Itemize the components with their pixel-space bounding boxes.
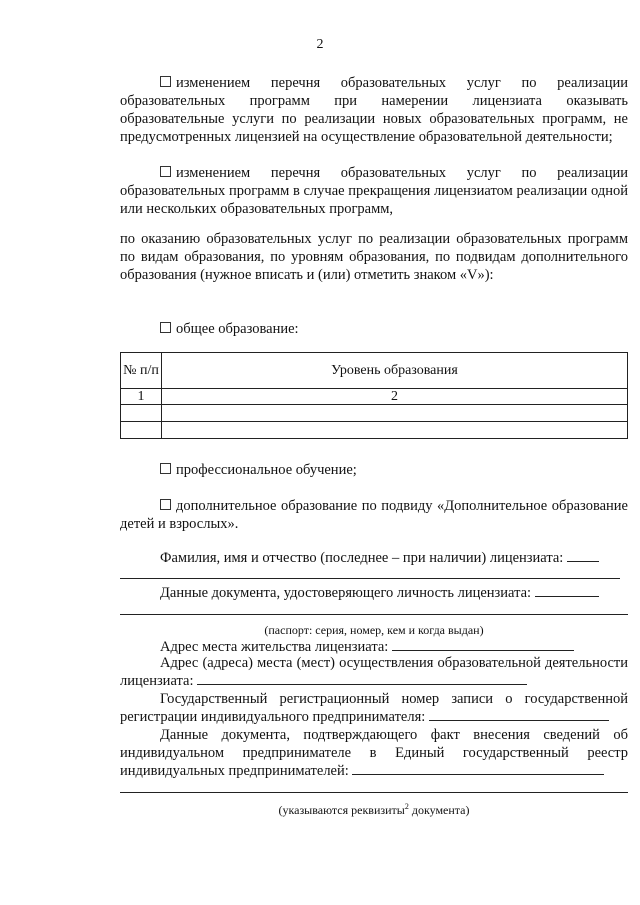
id-document-line[interactable] bbox=[120, 614, 628, 615]
full-name-label: Фамилия, имя и отчество (последнее – при наличии) лицензиата: bbox=[160, 550, 564, 566]
option-change-stop-programs bbox=[120, 164, 628, 218]
register-document-label: Данные документа, подтверждающего факт внесения сведений об индивидуальном предпринимателе в Единый государственный реестр индивидуальных предпринимателей: bbox=[120, 727, 628, 779]
word: изменением bbox=[176, 75, 251, 91]
option-first-line bbox=[120, 164, 628, 182]
registration-number-input[interactable] bbox=[429, 708, 609, 721]
table-cell[interactable] bbox=[162, 405, 628, 422]
word: услуг bbox=[466, 165, 501, 181]
professional-training-option bbox=[120, 461, 628, 479]
table-row[interactable] bbox=[121, 405, 628, 422]
checkbox[interactable] bbox=[160, 463, 171, 474]
services-intro: по оказанию образовательных услуг по реализации образовательных программ по видам образования, по уровням образования, по подвидам дополнительного образования (нужное вписать и (или) отметить знаком «V»): bbox=[120, 231, 628, 283]
full-name-field bbox=[120, 549, 628, 567]
word: реализации bbox=[557, 75, 628, 91]
activity-address-field bbox=[120, 654, 628, 690]
word: реализации bbox=[557, 165, 628, 181]
checkbox[interactable] bbox=[160, 499, 171, 510]
option-change-new-programs bbox=[120, 74, 628, 146]
table-row[interactable] bbox=[121, 422, 628, 439]
full-name-line[interactable] bbox=[120, 578, 620, 579]
table-cell[interactable] bbox=[162, 422, 628, 439]
footnote-ref: 2 bbox=[404, 802, 409, 811]
activity-address-label: Адрес (адреса) места (мест) осуществления образовательной деятельности лицензиата: bbox=[120, 655, 628, 689]
id-document-input[interactable] bbox=[535, 584, 599, 597]
index-num: 1 bbox=[121, 389, 162, 405]
option-first-line bbox=[120, 74, 628, 92]
word: образовательных bbox=[340, 165, 447, 181]
education-levels-table bbox=[120, 352, 628, 439]
register-document-input[interactable] bbox=[352, 762, 604, 775]
full-name-input[interactable] bbox=[567, 549, 599, 562]
registration-number-label: Государственный регистрационный номер записи о государственной регистрации индивидуального предпринимателя: bbox=[120, 691, 628, 725]
requisites-hint-end: документа) bbox=[411, 803, 470, 817]
option-text: образовательных программ при намерении лицензиата оказывать образовательные услуги по реализации новых образовательных программ, не предусмотренных лицензией на осуществление образовательной деятельности; bbox=[120, 93, 628, 145]
id-document-label: Данные документа, удостоверяющего личность лицензиата: bbox=[160, 585, 532, 601]
residence-label: Адрес места жительства лицензиата: bbox=[160, 639, 389, 655]
table-cell[interactable] bbox=[121, 405, 162, 422]
word: перечня bbox=[270, 165, 321, 181]
checkbox[interactable] bbox=[160, 76, 171, 87]
table-index-row bbox=[121, 389, 628, 405]
option-text: образовательных программ в случае прекращения лицензиатом реализации одной или нескольких образовательных программ, bbox=[120, 183, 628, 217]
residence-input[interactable] bbox=[392, 638, 574, 651]
general-education-option bbox=[120, 320, 628, 338]
word: перечня bbox=[270, 75, 321, 91]
passport-hint: (паспорт: серия, номер, кем и когда выдан) bbox=[264, 623, 484, 637]
table-header-row bbox=[121, 353, 628, 389]
index-level: 2 bbox=[162, 389, 628, 405]
word: услуг bbox=[466, 75, 501, 91]
word: изменением bbox=[176, 165, 251, 181]
word: образовательных bbox=[340, 75, 447, 91]
professional-training-label: профессиональное обучение; bbox=[176, 462, 357, 478]
register-document-line[interactable] bbox=[120, 792, 628, 793]
additional-education-label: дополнительное образование по подвиду «Дополнительное образование детей и взрослых». bbox=[120, 498, 628, 532]
general-education-label: общее образование: bbox=[176, 321, 299, 337]
header-level: Уровень образования bbox=[162, 353, 628, 389]
table-cell[interactable] bbox=[121, 422, 162, 439]
checkbox[interactable] bbox=[160, 322, 171, 333]
page-number: 2 bbox=[316, 37, 324, 52]
word: по bbox=[521, 165, 537, 181]
registration-number-field bbox=[120, 690, 628, 726]
word: по bbox=[521, 75, 537, 91]
header-num: № п/п bbox=[121, 353, 162, 389]
checkbox[interactable] bbox=[160, 166, 171, 177]
additional-education-option bbox=[120, 497, 628, 533]
activity-address-input[interactable] bbox=[197, 672, 527, 685]
requisites-hint bbox=[120, 798, 628, 819]
requisites-hint-text: (указываются реквизиты bbox=[278, 803, 405, 817]
id-document-field bbox=[120, 584, 628, 602]
register-document-field bbox=[120, 726, 628, 780]
